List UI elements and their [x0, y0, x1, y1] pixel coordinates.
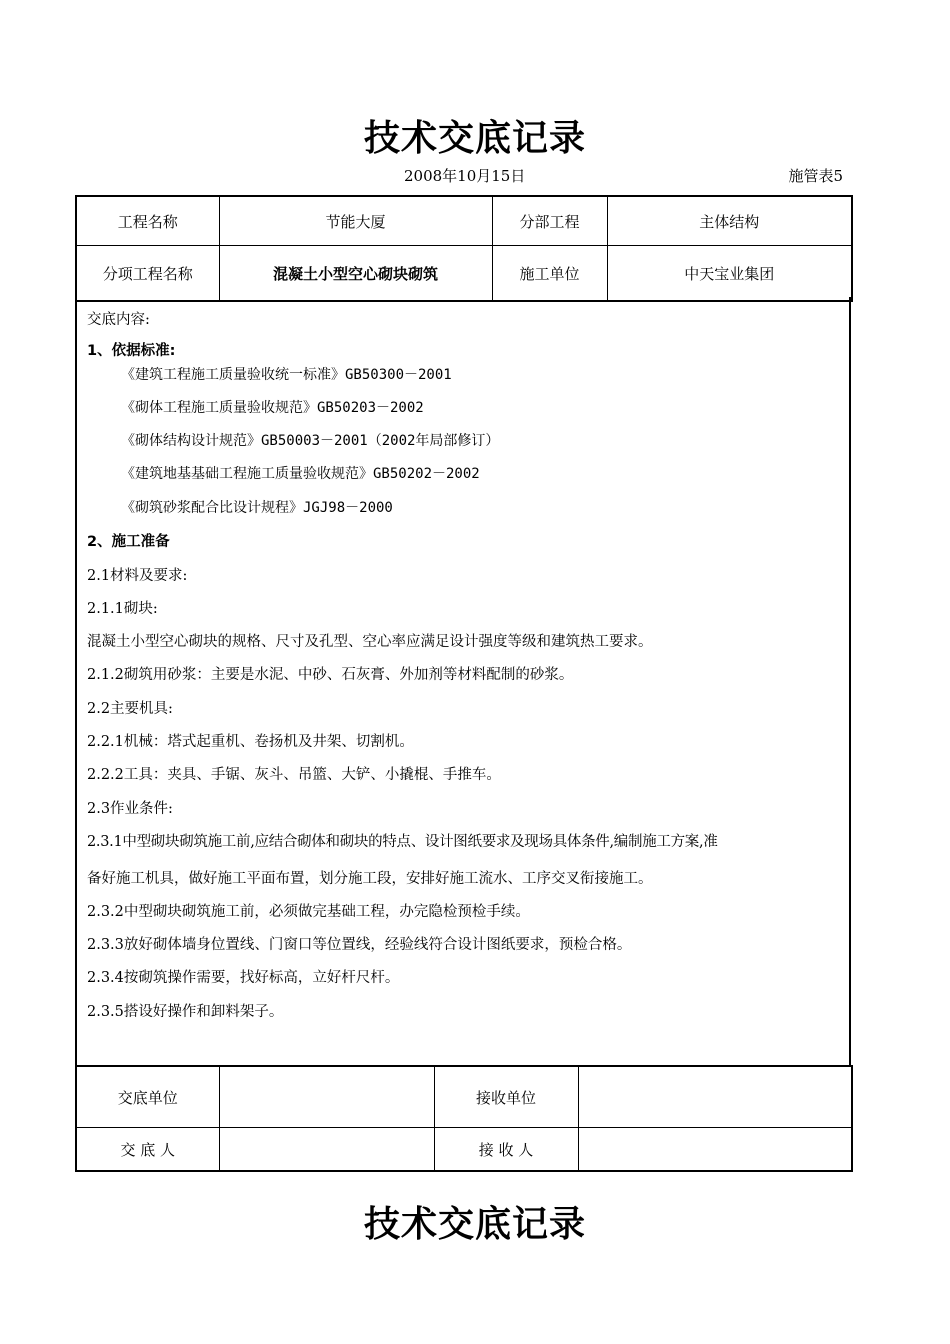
signature-row-persons [76, 1128, 852, 1172]
content-line: 2.3作业条件: [87, 801, 173, 817]
project-name-label: 工程名称 [76, 196, 219, 246]
section-2-heading: 2、施工准备 [87, 534, 170, 550]
form-number: 施管表5 [788, 167, 843, 185]
document-title: 技术交底记录 [363, 118, 586, 159]
document-date: 2008年10月15日 [404, 167, 526, 185]
handover-person-field[interactable] [219, 1128, 434, 1172]
content-line: 2.2.1机械：塔式起重机、卷扬机及井架、切割机。 [87, 734, 414, 750]
subitem-value: 混凝土小型空心砌块砌筑 [219, 246, 492, 302]
handover-content [75, 297, 851, 1065]
content-line: 2.2.2工具：夹具、手锯、灰斗、吊篮、大铲、小撬棍、手推车。 [87, 767, 501, 783]
content-line: 2.3.2中型砌块砌筑施工前，必须做完基础工程，办完隐检预检手续。 [87, 904, 530, 920]
content-line: 备好施工机具，做好施工平面布置，划分施工段，安排好施工流水、工序交叉衔接施工。 [87, 871, 653, 887]
handover-unit-field[interactable] [219, 1066, 434, 1128]
subitem-label: 分项工程名称 [76, 246, 219, 302]
content-line: 2.3.4按砌筑操作需要，找好标高，立好杆尺杆。 [87, 970, 400, 986]
section-1-heading: 1、依据标准: [87, 343, 176, 359]
content-line: 2.2主要机具: [87, 701, 173, 717]
standard-item: 《砌体工程施工质量验收规范》GB50203－2002 [121, 400, 424, 416]
receiving-unit-label: 接收单位 [434, 1066, 578, 1128]
handover-person-label: 交 底 人 [76, 1128, 219, 1172]
standard-item: 《砌体结构设计规范》GB50003－2001（2002年局部修订） [121, 433, 500, 449]
standard-item: 《建筑工程施工质量验收统一标准》GB50300－2001 [121, 367, 452, 383]
receiving-person-label: 接 收 人 [434, 1128, 578, 1172]
header-table [75, 195, 853, 302]
content-line: 2.1.1砌块: [87, 601, 158, 617]
content-line: 2.3.1中型砌块砌筑施工前,应结合砌体和砌块的特点、设计图纸要求及现场具体条件,编制施工方案,准 [87, 834, 718, 850]
content-line: 2.1.2砌筑用砂浆：主要是水泥、中砂、石灰膏、外加剂等材料配制的砂浆。 [87, 667, 574, 683]
contractor-value: 中天宝业集团 [607, 246, 852, 302]
handover-unit-label: 交底单位 [76, 1066, 219, 1128]
signature-table [75, 1065, 853, 1172]
project-name-value: 节能大厦 [219, 196, 492, 246]
receiving-unit-field[interactable] [578, 1066, 852, 1128]
division-label: 分部工程 [492, 196, 607, 246]
contractor-label: 施工单位 [492, 246, 607, 302]
header-row-subitem [76, 246, 852, 302]
standard-item: 《砌筑砂浆配合比设计规程》JGJ98－2000 [121, 500, 393, 516]
next-page-title: 技术交底记录 [363, 1204, 586, 1245]
standard-item: 《建筑地基基础工程施工质量验收规范》GB50202－2002 [121, 466, 480, 482]
content-line: 2.1材料及要求: [87, 568, 188, 584]
content-intro: 交底内容: [87, 312, 150, 328]
receiving-person-field[interactable] [578, 1128, 852, 1172]
content-line: 混凝土小型空心砌块的规格、尺寸及孔型、空心率应满足设计强度等级和建筑热工要求。 [87, 634, 653, 650]
content-line: 2.3.5搭设好操作和卸料架子。 [87, 1004, 284, 1020]
content-line: 2.3.3放好砌体墙身位置线、门窗口等位置线，经验线符合设计图纸要求，预检合格。 [87, 937, 632, 953]
division-value: 主体结构 [607, 196, 852, 246]
header-row-project [76, 196, 852, 246]
signature-row-units [76, 1066, 852, 1128]
